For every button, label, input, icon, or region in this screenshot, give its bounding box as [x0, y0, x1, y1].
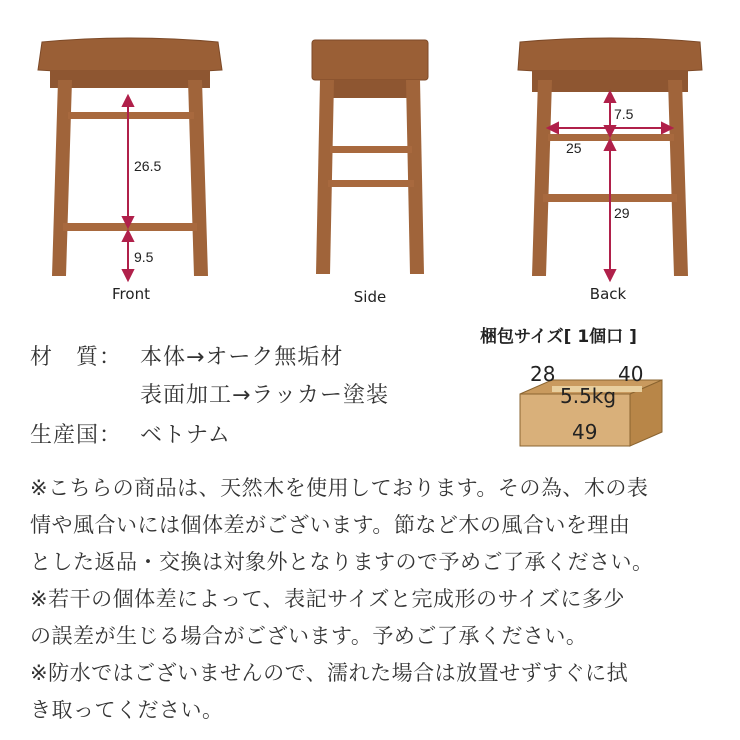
back-view-label: Back	[589, 285, 627, 303]
note-line: ※こちらの商品は、天然木を使用しております。その為、木の表	[30, 476, 649, 500]
front-dim-rail-height: 9.5	[134, 249, 154, 265]
front-dim-seat-to-rail: 26.5	[134, 158, 162, 174]
package-width: 49	[572, 420, 598, 444]
note-line: ※若干の個体差によって、表記サイズと完成形のサイズに多少	[30, 587, 625, 611]
origin-value: ベトナム	[140, 423, 231, 448]
material-body: 本体→オーク無垢材	[140, 345, 344, 370]
stool-back-view	[510, 30, 710, 290]
notes-block	[30, 470, 720, 729]
note-line: 情や風合いには個体差がございます。節など木の風合いを理由	[30, 513, 631, 537]
back-dim-rail-height: 29	[614, 205, 630, 221]
note-line: とした返品・交換は対象外となりますので予めご了承ください。	[30, 550, 654, 574]
back-dim-rail-width: 25	[566, 140, 582, 156]
stool-side-view	[300, 30, 440, 290]
note-line: の誤差が生じる場合がございます。予めご了承ください。	[30, 624, 588, 648]
stool-side-illustration	[300, 30, 440, 290]
note-line: ※防水ではございませんので、濡れた場合は放置せずすぐに拭	[30, 661, 629, 685]
back-dim-top-gap: 7.5	[614, 106, 634, 122]
package-height: 40	[618, 362, 644, 386]
front-view-label: Front	[112, 285, 150, 303]
stool-front-illustration	[30, 30, 230, 290]
package-depth: 28	[530, 362, 556, 386]
stool-front-view	[30, 30, 230, 290]
package-title: 梱包サイズ[ 1個口 ]	[480, 327, 637, 347]
material-finish: 表面加工→ラッカー塗装	[140, 383, 389, 408]
note-line: き取ってください。	[30, 698, 224, 722]
package-weight: 5.5kg	[560, 384, 617, 408]
material-label: 材 質：	[30, 345, 123, 370]
origin-label: 生産国：	[30, 423, 123, 448]
stool-back-illustration	[510, 30, 710, 290]
side-view-label: Side	[353, 288, 387, 306]
